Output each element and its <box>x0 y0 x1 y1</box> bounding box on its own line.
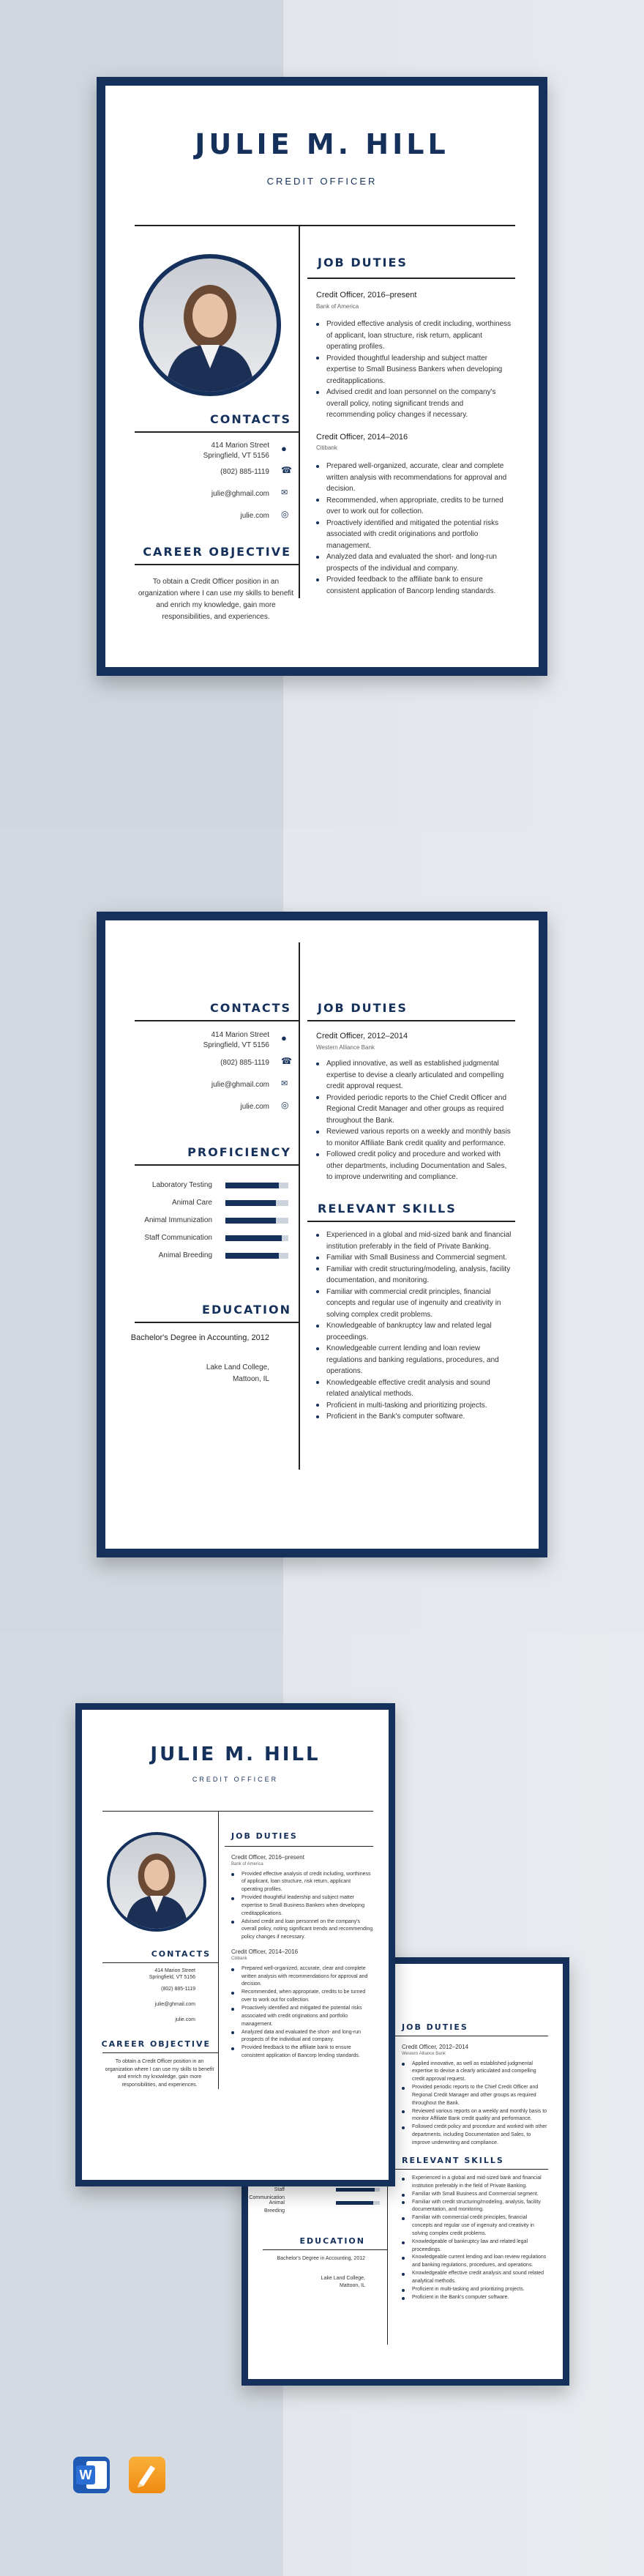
address <box>123 1030 269 1051</box>
list-item: Familiar with commercial credit principles, financial concepts and regular use of ingenuity and creativity in solving complex credit problems. <box>402 2214 548 2238</box>
proficiency-bar <box>225 1200 288 1206</box>
preview-prof-bar <box>336 2188 380 2192</box>
list-item: Analyzed data and evaluated the short- and long-run prospects of the individual and company. <box>231 2029 373 2045</box>
preview-job-duties-heading: JOB DUTIES <box>402 2022 468 2032</box>
divider <box>102 1811 373 1812</box>
job-2-title: Credit Officer, 2014–2016 <box>316 432 408 442</box>
preview-objective-heading: CAREER OBJECTIVE <box>101 2039 211 2049</box>
column-divider <box>299 942 300 1470</box>
list-item: Provided thoughtful leadership and subject matter expertise to Small Business Bankers when developing creditapplications. <box>231 1894 373 1918</box>
proficiency-bar <box>225 1183 288 1188</box>
list-item: Proficient in multi-tasking and prioritizing projects. <box>402 2286 548 2294</box>
preview-skills-list <box>402 2175 548 2302</box>
globe-icon: ◎ <box>281 509 289 519</box>
location-pin-icon: ● <box>281 1032 287 1043</box>
list-item: Knowledgeable current lending and loan review regulations and banking regulations, procedures, and operations. <box>402 2254 548 2270</box>
education-heading: EDUCATION <box>202 1303 291 1317</box>
preview-job-duties-heading: JOB DUTIES <box>231 1831 298 1841</box>
list-item: Applied innovative, as well as established judgmental expertise to devise a clearly articulated and compelling credit approval request. <box>316 1058 514 1092</box>
list-item: Provided feedback to the affiliate bank to ensure consistent application of Bancorp lending standards. <box>231 2044 373 2061</box>
list-item: Familiar with commercial credit principles, financial concepts and regular use of ingenuity and creativity in solving complex credit problems. <box>316 1287 514 1321</box>
preview-location: Mattoon, IL <box>339 2283 365 2288</box>
job-1-duties <box>316 319 514 421</box>
list-item: Analyzed data and evaluated the short- and long-run prospects of the individual and company. <box>316 551 514 574</box>
column-divider <box>299 225 300 598</box>
word-letter: W <box>76 2465 95 2484</box>
education-degree: Bachelor's Degree in Accounting, 2012 <box>130 1333 269 1342</box>
objective-divider <box>135 564 299 565</box>
preview-address <box>93 1968 195 1981</box>
proficiency-bar-fill <box>225 1235 282 1241</box>
list-item: Recommended, when appropriate, credits to be turned over to work out for collection. <box>316 495 514 518</box>
list-item: Reviewed various reports on a weekly and monthly basis to monitor Affiliate Bank credit quality and performance. <box>402 2108 548 2124</box>
skills-list <box>316 1229 514 1423</box>
list-item: Prepared well-organized, accurate, clear and complete written analysis with recommendations for approval and decision. <box>316 461 514 495</box>
address-line-1: 414 Marion Street <box>211 442 269 450</box>
skills <box>316 1229 514 1423</box>
address-line-2: Springfield, VT 5156 <box>203 1041 269 1049</box>
phone-icon: ☎ <box>281 1056 292 1066</box>
list-item: Experienced in a global and mid-sized bank and financial institution preferably in the field of Private Banking. <box>402 2175 548 2191</box>
job-3 <box>316 1030 514 1183</box>
preview-skills-heading: RELEVANT SKILLS <box>402 2156 504 2165</box>
list-item: Advised credit and loan personnel on the company's overall policy, noting significant trends and recommending policy changes if necessary. <box>231 1918 373 1943</box>
preview-school: Lake Land College, <box>321 2276 365 2281</box>
preview-job-1-duties <box>231 1871 373 1943</box>
list-item: Knowledgeable of bankruptcy law and related legal proceedings. <box>316 1320 514 1343</box>
proficiency-skill: Laboratory Testing <box>151 1181 212 1189</box>
education-school: Lake Land College, <box>206 1363 269 1371</box>
preview-website: julie.com <box>175 2017 195 2022</box>
career-objective-heading: CAREER OBJECTIVE <box>143 545 291 559</box>
job-2-duties <box>316 461 514 597</box>
preview-job-1-title: Credit Officer, 2016–present <box>231 1854 304 1861</box>
preview-prof-1: Staff Communication <box>249 2187 285 2201</box>
job-3-company: Western Alliance Bank <box>316 1043 375 1051</box>
resume-name: JULIE M. HILL <box>195 128 449 160</box>
word-app-icon[interactable] <box>73 2457 110 2493</box>
list-item: Provided periodic reports to the Chief Credit Officer and Regional Credit Manager and other groups as required throughout the Bank. <box>316 1092 514 1127</box>
list-item: Proficient in the Bank's computer software. <box>316 1411 514 1423</box>
proficiency-skill: Animal Breeding <box>158 1251 212 1259</box>
divider <box>225 1846 373 1847</box>
preview-skills <box>402 2175 548 2302</box>
preview-degree: Bachelor's Degree in Accounting, 2012 <box>277 2256 365 2261</box>
job-duties-divider <box>307 278 515 279</box>
preview-address-line-2: Springfield, VT 5156 <box>149 1975 195 1981</box>
email: julie@ghmail.com <box>211 1081 269 1089</box>
header-divider <box>135 225 515 226</box>
location-pin-icon: ● <box>281 443 287 454</box>
email-icon: ✉ <box>281 488 288 497</box>
proficiency-skill: Staff Communication <box>144 1234 212 1242</box>
proficiency-bar <box>225 1253 288 1259</box>
proficiency-divider <box>135 1164 299 1166</box>
column-divider <box>218 1811 219 2089</box>
resume-page-2 <box>97 912 547 1557</box>
job-1-company: Bank of America <box>316 302 359 310</box>
job-1 <box>316 289 514 597</box>
list-item: Followed credit policy and procedure and worked with other departments, including Documentation and Sales, to improve underwriting and compliance. <box>316 1149 514 1183</box>
list-item: Provided feedback to the affiliate bank to ensure consistent application of Bancorp lending standards. <box>316 574 514 597</box>
proficiency-heading: PROFICIENCY <box>187 1145 291 1159</box>
preview-job-3 <box>402 2043 548 2148</box>
divider <box>263 2249 387 2250</box>
profile-photo <box>139 254 281 396</box>
email: julie@ghmail.com <box>211 490 269 498</box>
contacts-heading: CONTACTS <box>210 412 291 426</box>
phone-icon: ☎ <box>281 465 292 475</box>
preview-contacts-heading: CONTACTS <box>151 1949 211 1959</box>
education-divider <box>135 1322 299 1323</box>
preview-job-3-company: Western Alliance Bank <box>402 2052 446 2057</box>
preview-phone: (802) 885-1119 <box>161 1987 195 1992</box>
preview-job-2-title: Credit Officer, 2014–2016 <box>231 1948 299 1956</box>
contacts-divider <box>135 1020 299 1021</box>
list-item: Familiar with credit structuring/modeling, analysis, facility documentation, and monitoring. <box>402 2199 548 2215</box>
job-2-company: Citibank <box>316 444 337 452</box>
list-item: Experienced in a global and mid-sized bank and financial institution preferably in the field of Private Banking. <box>316 1229 514 1252</box>
list-item: Provided effective analysis of credit including, worthiness of applicant, loan structure, risk return, applicant operating profiles. <box>231 1871 373 1895</box>
preview-title: CREDIT OFFICER <box>192 1776 279 1783</box>
address-line-1: 414 Marion Street <box>211 1031 269 1039</box>
job-3-duties <box>316 1058 514 1183</box>
website: julie.com <box>240 1103 269 1111</box>
pencil-icon <box>129 2457 165 2493</box>
list-item: Proactively identified and mitigated the potential risks associated with credit originations and portfolio management. <box>316 518 514 552</box>
job-3-title: Credit Officer, 2012–2014 <box>316 1032 408 1041</box>
list-item: Knowledgeable current lending and loan review regulations and banking regulations, procedures, and operations. <box>316 1343 514 1377</box>
list-item: Applied innovative, as well as established judgmental expertise to devise a clearly articulated and compelling credit approval request. <box>402 2061 548 2085</box>
education-location: Mattoon, IL <box>232 1375 269 1383</box>
preview-profile-photo <box>107 1832 206 1932</box>
job-duties-heading: JOB DUTIES <box>318 1001 408 1015</box>
proficiency-bar-fill <box>225 1200 276 1206</box>
preview-job-2-company: Citibank <box>231 1957 247 1962</box>
list-item: Familiar with credit structuring/modeling, analysis, facility documentation, and monitoring. <box>316 1264 514 1287</box>
list-item: Followed credit policy and procedure and worked with other departments, including Documentation and Sales, to improve underwriting and compliance. <box>402 2123 548 2148</box>
list-item: Proficient in the Bank's computer software. <box>402 2294 548 2302</box>
preview-address-line-1: 414 Marion Street <box>154 1968 195 1973</box>
list-item: Knowledgeable effective credit analysis and sound related analytical methods. <box>316 1377 514 1400</box>
proficiency-bar <box>225 1235 288 1241</box>
preview-education-heading: EDUCATION <box>299 2236 365 2246</box>
relevant-skills-heading: RELEVANT SKILLS <box>318 1202 457 1216</box>
proficiency-skill: Animal Immunization <box>144 1216 212 1224</box>
list-item: Prepared well-organized, accurate, clear and complete written analysis with recommendations for approval and decision. <box>231 1965 373 1989</box>
phone: (802) 885-1119 <box>220 468 269 476</box>
address <box>123 441 269 461</box>
resume-title: CREDIT OFFICER <box>266 176 378 187</box>
list-item: Proficient in multi-tasking and prioritizing projects. <box>316 1400 514 1412</box>
proficiency-bar <box>225 1218 288 1224</box>
job-duties-divider <box>307 1020 515 1021</box>
job-duties-heading: JOB DUTIES <box>318 256 408 269</box>
list-item: Advised credit and loan personnel on the company's overall policy, noting significant trends and recommending policy changes if necessary. <box>316 387 514 421</box>
preview-jobs <box>231 1853 373 2061</box>
preview-job-1-company: Bank of America <box>231 1862 263 1867</box>
preview-job-3-title: Credit Officer, 2012–2014 <box>402 2044 469 2050</box>
list-item: Provided thoughtful leadership and subject matter expertise to Small Business Bankers when developing creditapplications. <box>316 353 514 387</box>
skills-divider <box>307 1221 515 1222</box>
contacts-heading: CONTACTS <box>210 1001 291 1015</box>
job-1-title: Credit Officer, 2016–present <box>316 291 417 299</box>
list-item: Recommended, when appropriate, credits to be turned over to work out for collection. <box>231 1989 373 2005</box>
list-item: Proactively identified and mitigated the potential risks associated with credit originations and portfolio management. <box>231 2005 373 2029</box>
career-objective-text: To obtain a Credit Officer position in an organization where I can use my skills to benefit and enrich my knowledge, gain more responsibilities, and experiences. <box>138 578 294 621</box>
list-item: Reviewed various reports on a weekly and monthly basis to monitor Affiliate Bank credit quality and performance. <box>316 1126 514 1149</box>
address-line-2: Springfield, VT 5156 <box>203 452 269 460</box>
preview-email: julie@ghmail.com <box>154 2002 195 2007</box>
list-item: Provided effective analysis of credit including, worthiness of applicant, loan structure, risk return, applicant operating profiles. <box>316 319 514 353</box>
preview-objective-text: To obtain a Credit Officer position in an organization where I can use my skills to benefit and enrich my knowledge, gain more responsibilities, and experiences. <box>105 2059 214 2088</box>
preview-prof-2: Animal Breeding <box>263 2200 285 2214</box>
divider <box>394 2169 548 2170</box>
divider <box>102 1962 218 1963</box>
contacts-divider <box>135 431 299 433</box>
pages-app-icon[interactable] <box>129 2457 165 2493</box>
proficiency-bar-fill <box>225 1183 279 1188</box>
preview-page-1 <box>75 1703 395 2186</box>
proficiency-bar-fill <box>225 1253 279 1259</box>
proficiency-skill: Animal Care <box>171 1199 212 1207</box>
phone: (802) 885-1119 <box>220 1059 269 1067</box>
list-item: Provided periodic reports to the Chief Credit Officer and Regional Credit Manager and other groups as required throughout the Bank. <box>402 2084 548 2108</box>
list-item: Familiar with Small Business and Commercial segment. <box>402 2191 548 2199</box>
preview-prof-bar <box>336 2201 380 2205</box>
preview-job-2-duties <box>231 1965 373 2061</box>
list-item: Knowledgeable of bankruptcy law and related legal proceedings. <box>402 2238 548 2255</box>
globe-icon: ◎ <box>281 1100 289 1110</box>
resume-page-1 <box>97 77 547 676</box>
preview-job-3-duties <box>402 2061 548 2148</box>
preview-name: JULIE M. HILL <box>150 1743 321 1765</box>
proficiency-bar-fill <box>225 1218 276 1224</box>
website: julie.com <box>240 512 269 520</box>
divider <box>102 2052 218 2053</box>
list-item: Familiar with Small Business and Commercial segment. <box>316 1252 514 1264</box>
list-item: Knowledgeable effective credit analysis and sound related analytical methods. <box>402 2270 548 2286</box>
email-icon: ✉ <box>281 1079 288 1088</box>
